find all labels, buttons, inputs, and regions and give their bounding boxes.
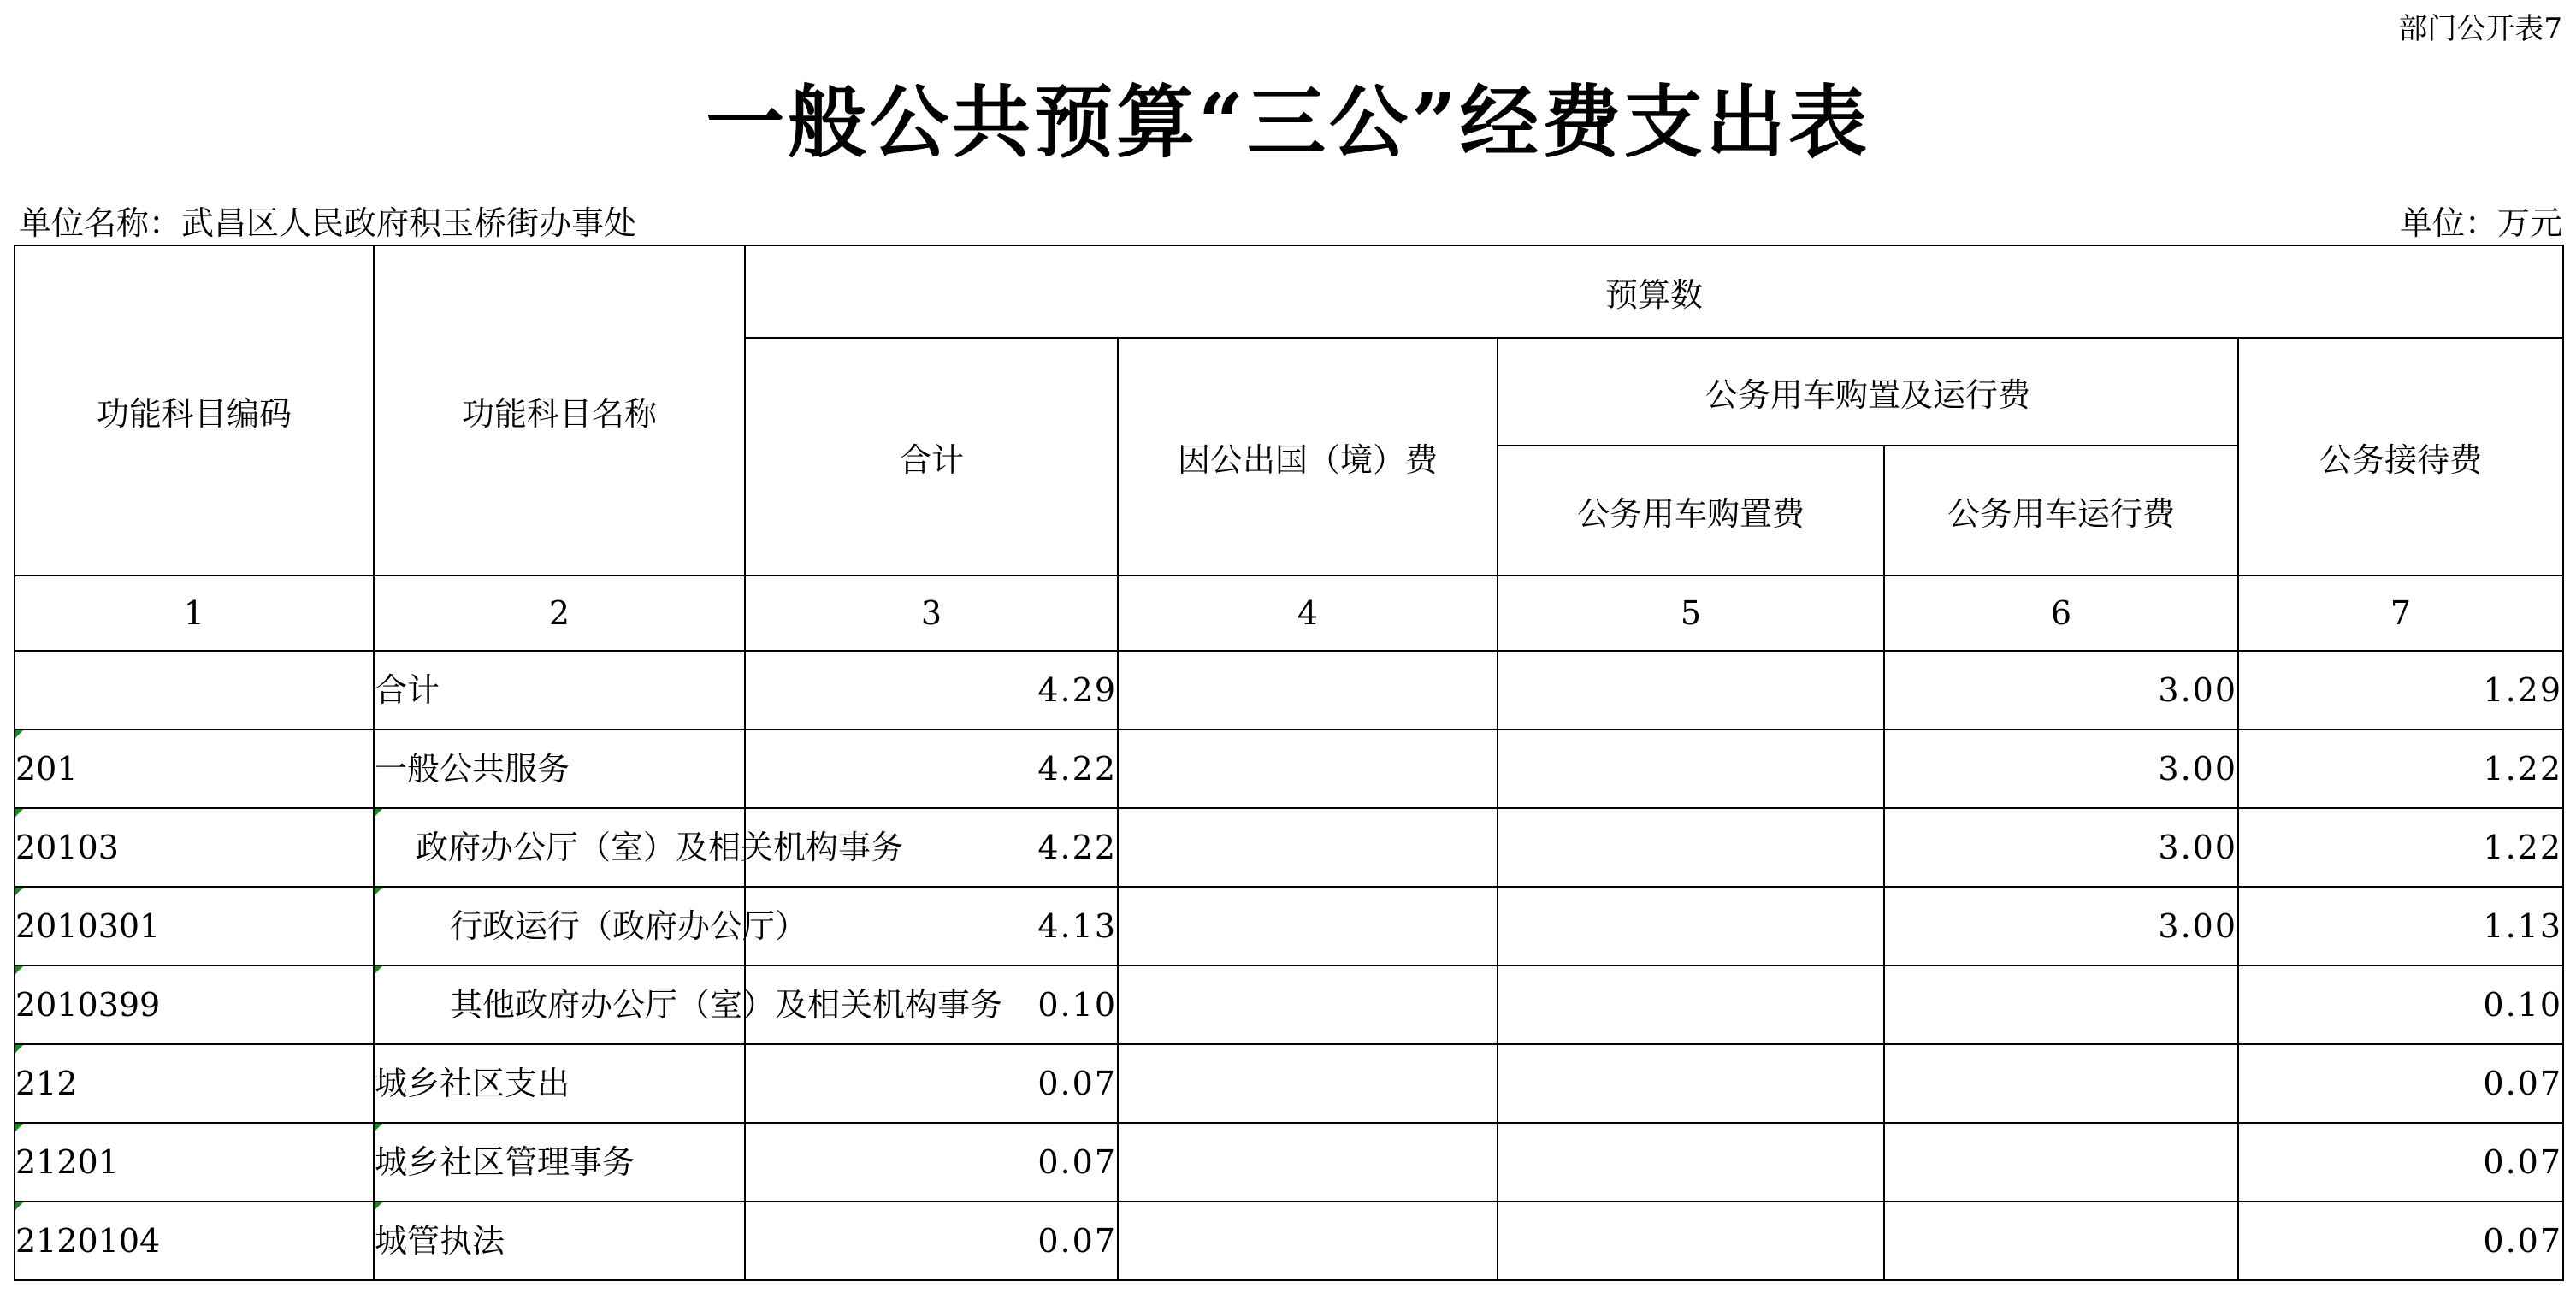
page-title: 一般公共预算“三公”经费支出表 [706,76,1870,168]
vehicle-running-cell: 3.00 [1884,808,2238,887]
code-text: 2010399 [15,986,161,1024]
cell-marker [375,1124,382,1131]
cell-marker [15,730,23,738]
code-cell [15,1044,374,1123]
total-cell: 0.07 [745,1201,1118,1280]
code-cell [15,729,374,808]
form-number: 部门公开表7 [2398,12,2562,46]
header-vehicle-purchase: 公务用车购置费 [1498,446,1884,576]
vehicle-purchase-cell [1498,1201,1884,1280]
name-cell [374,1044,745,1123]
reception-cell: 1.29 [2238,651,2563,729]
reception-cell: 0.07 [2238,1123,2563,1201]
column-index: 1 [15,576,374,651]
column-index: 4 [1118,576,1498,651]
total-cell: 0.07 [745,1044,1118,1123]
name-text: 城乡社区管理事务 [375,1143,635,1181]
table-row [15,808,2563,887]
header-reception: 公务接待费 [2238,338,2563,576]
code-cell [15,1201,374,1280]
reception-cell: 1.22 [2238,808,2563,887]
vehicle-purchase-cell [1498,651,1884,729]
name-cell [374,1123,745,1201]
name-cell [374,651,745,729]
cell-marker [15,809,23,817]
total-cell: 4.22 [745,729,1118,808]
table-row [15,965,2563,1044]
cell-marker [375,966,382,974]
total-cell: 4.29 [745,651,1118,729]
table-row [15,729,2563,808]
cell-marker [15,888,23,895]
code-cell [15,808,374,887]
vehicle-purchase-cell [1498,1123,1884,1201]
header-total: 合计 [745,338,1118,576]
abroad-cell [1118,1044,1498,1123]
reception-cell: 1.13 [2238,887,2563,965]
header-vehicle-running: 公务用车运行费 [1884,446,2238,576]
abroad-cell [1118,729,1498,808]
vehicle-running-cell [1884,965,2238,1044]
header-vehicle-group: 公务用车购置及运行费 [1498,338,2238,446]
cell-marker [15,1045,23,1053]
vehicle-purchase-cell [1498,1044,1884,1123]
name-text: 政府办公厅（室）及相关机构事务 [416,829,904,866]
code-cell [15,651,374,729]
header-abroad: 因公出国（境）费 [1118,338,1498,576]
column-index: 3 [745,576,1118,651]
currency-unit: 单位：万元 [2399,204,2562,242]
code-text: 201 [15,750,78,788]
code-text: 212 [15,1065,78,1102]
vehicle-purchase-cell [1498,887,1884,965]
code-text: 21201 [15,1143,119,1181]
unit-name: 单位名称：武昌区人民政府积玉桥街办事处 [19,204,637,242]
name-cell [374,887,808,965]
name-text: 其他政府办公厅（室）及相关机构事务 [450,986,1003,1024]
vehicle-running-cell [1884,1123,2238,1201]
column-index: 5 [1498,576,1884,651]
cell-marker [375,809,382,817]
header-budget: 预算数 [745,245,2563,338]
vehicle-running-cell: 3.00 [1884,651,2238,729]
total-cell: 0.10 [745,965,1118,1044]
abroad-cell [1118,887,1498,965]
header-code: 功能科目编码 [15,245,374,576]
vehicle-running-cell: 3.00 [1884,887,2238,965]
vehicle-purchase-cell [1498,729,1884,808]
name-cell [374,729,745,808]
name-cell [374,965,1003,1044]
abroad-cell [1118,1123,1498,1201]
total-cell: 4.13 [745,887,1118,965]
column-index: 6 [1884,576,2238,651]
vehicle-running-cell [1884,1044,2238,1123]
column-index-row [15,576,2563,651]
table-row [15,1201,2563,1280]
cell-marker [375,888,382,895]
name-text: 一般公共服务 [375,750,570,788]
table-row [15,1123,2563,1201]
budget-table [14,245,2564,1281]
name-text: 行政运行（政府办公厅） [450,907,808,945]
abroad-cell [1118,651,1498,729]
abroad-cell [1118,965,1498,1044]
header-name: 功能科目名称 [374,245,745,576]
name-text: 城乡社区支出 [375,1065,570,1102]
total-cell: 4.22 [745,808,1118,887]
name-text: 城管执法 [375,1222,505,1260]
cell-marker [15,1124,23,1131]
table-row [15,651,2563,729]
name-text: 合计 [375,671,440,709]
code-cell [15,965,374,1044]
vehicle-running-cell [1884,1201,2238,1280]
name-cell [374,1201,745,1280]
code-text: 20103 [15,829,119,866]
vehicle-purchase-cell [1498,965,1884,1044]
reception-cell: 1.22 [2238,729,2563,808]
cell-marker [15,1202,23,1210]
reception-cell: 0.10 [2238,965,2563,1044]
total-cell: 0.07 [745,1123,1118,1201]
table-row [15,887,2563,965]
vehicle-running-cell: 3.00 [1884,729,2238,808]
code-text: 2120104 [15,1222,161,1260]
cell-marker [15,966,23,974]
abroad-cell [1118,1201,1498,1280]
column-index: 2 [374,576,745,651]
reception-cell: 0.07 [2238,1201,2563,1280]
abroad-cell [1118,808,1498,887]
code-cell [15,887,374,965]
code-cell [15,1123,374,1201]
code-text: 2010301 [15,907,161,945]
name-cell [374,808,904,887]
table-row [15,1044,2563,1123]
vehicle-purchase-cell [1498,808,1884,887]
reception-cell: 0.07 [2238,1044,2563,1123]
cell-marker [375,1202,382,1210]
column-index: 7 [2238,576,2563,651]
